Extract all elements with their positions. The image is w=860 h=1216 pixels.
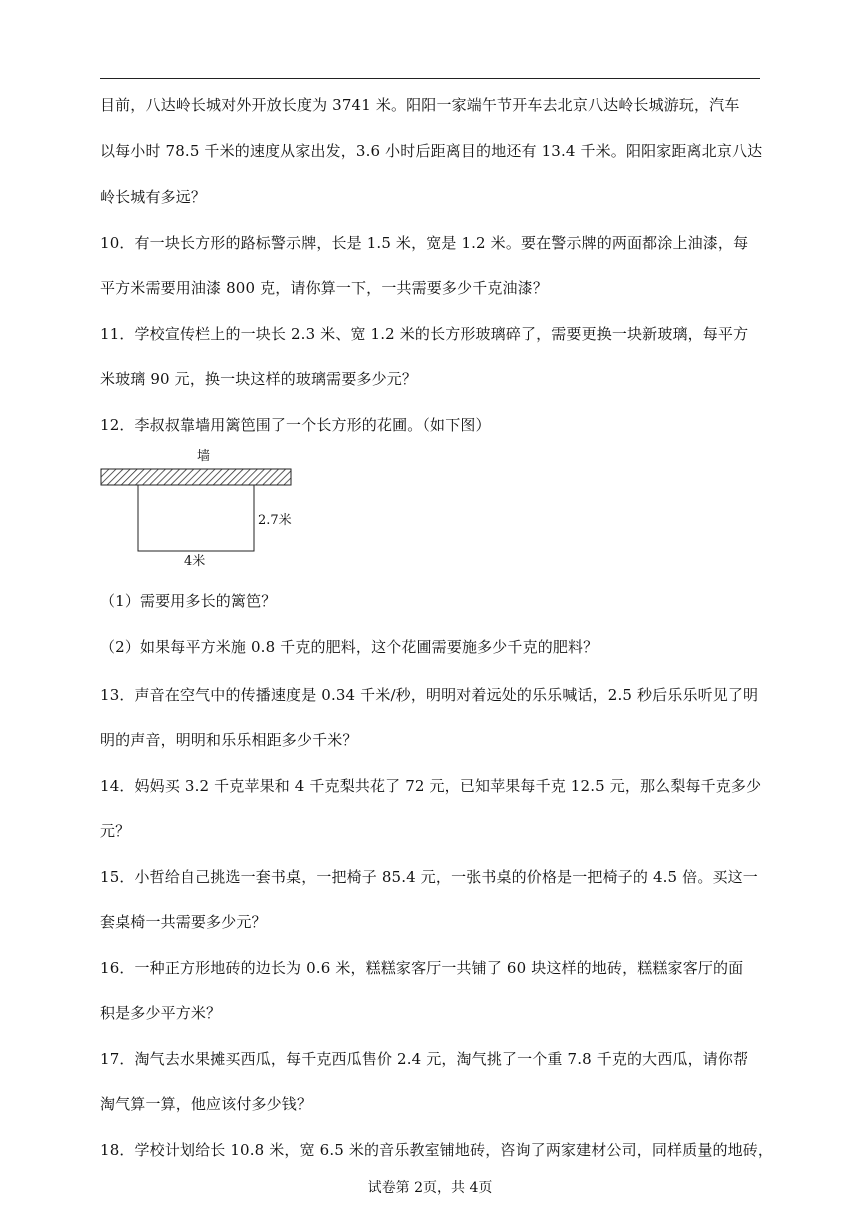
page-footer: 试卷第 2页，共 4页 <box>367 1180 493 1196</box>
question-17-line: 17．淘气去水果摊买西瓜，每千克西瓜售价 2.4 元，淘气挑了一个重 7.8 千克的大西瓜，请你帮 <box>100 1050 749 1068</box>
sub-question-1: （1）需要用多长的篱笆？ <box>100 592 277 610</box>
question-11-line: 11．学校宣传栏上的一块长 2.3 米、宽 1.2 米的长方形玻璃碎了，需要更换一块新玻璃，每平方 <box>100 325 749 343</box>
width-label: 4米 <box>184 554 206 569</box>
question-14-line: 14．妈妈买 3.2 千克苹果和 4 千克梨共花了 72 元，已知苹果每千克 12.5 元，那么梨每千克多少 <box>100 777 762 795</box>
height-label: 2.7米 <box>258 513 292 528</box>
text-line: 套桌椅一共需要多少元？ <box>100 913 267 931</box>
text-line: 平方米需要用油漆 800 克，请你算一下，一共需要多少千克油漆？ <box>100 279 548 297</box>
question-16-line: 16．一种正方形地砖的边长为 0.6 米，糕糕家客厅一共铺了 60 块这样的地砖，糕糕家客厅的面 <box>100 959 744 977</box>
text-line: 岭长城有多远？ <box>100 188 207 206</box>
garden-rectangle <box>138 485 254 551</box>
question-12-line: 12．李叔叔靠墙用篱笆围了一个长方形的花圃。（如下图） <box>100 416 491 434</box>
text-line: 目前，八达岭长城对外开放长度为 3741 米。阳阳一家端午节开车去北京八达岭长城游玩，汽车 <box>100 96 740 114</box>
sub-question-2: （2）如果每平方米施 0.8 千克的肥料，这个花圃需要施多少千克的肥料？ <box>100 638 599 656</box>
text-line: 以每小时 78.5 千米的速度从家出发，3.6 小时后距离目的地还有 13.4 千米。阳阳家距离北京八达 <box>100 142 763 160</box>
text-line: 积是多少平方米？ <box>100 1004 222 1022</box>
wall <box>101 469 291 485</box>
text-line: 淘气算一算，他应该付多少钱？ <box>100 1095 313 1113</box>
text-line: 米玻璃 90 元，换一块这样的玻璃需要多少元？ <box>100 370 418 388</box>
wall-label: 墙 <box>197 449 211 464</box>
text-line: 元？ <box>100 822 131 840</box>
header-rule <box>100 78 760 79</box>
question-10-line: 10．有一块长方形的路标警示牌，长是 1.5 米，宽是 1.2 米。要在警示牌的两面都涂上油漆，每 <box>100 234 749 252</box>
question-13-line: 13．声音在空气中的传播速度是 0.34 千米/秒，明明对着远处的乐乐喊话，2.5 秒后乐乐听见了明 <box>100 686 759 704</box>
question-15-line: 15．小哲给自己挑选一套书桌，一把椅子 85.4 元，一张书桌的价格是一把椅子的 4.5 倍。买这一 <box>100 868 758 886</box>
question-18-line: 18．学校计划给长 10.8 米，宽 6.5 米的音乐教室铺地砖，咨询了两家建材公司，同样质量的地砖， <box>100 1141 774 1159</box>
text-line: 明的声音，明明和乐乐相距多少千米？ <box>100 731 358 749</box>
garden-diagram <box>98 444 308 574</box>
